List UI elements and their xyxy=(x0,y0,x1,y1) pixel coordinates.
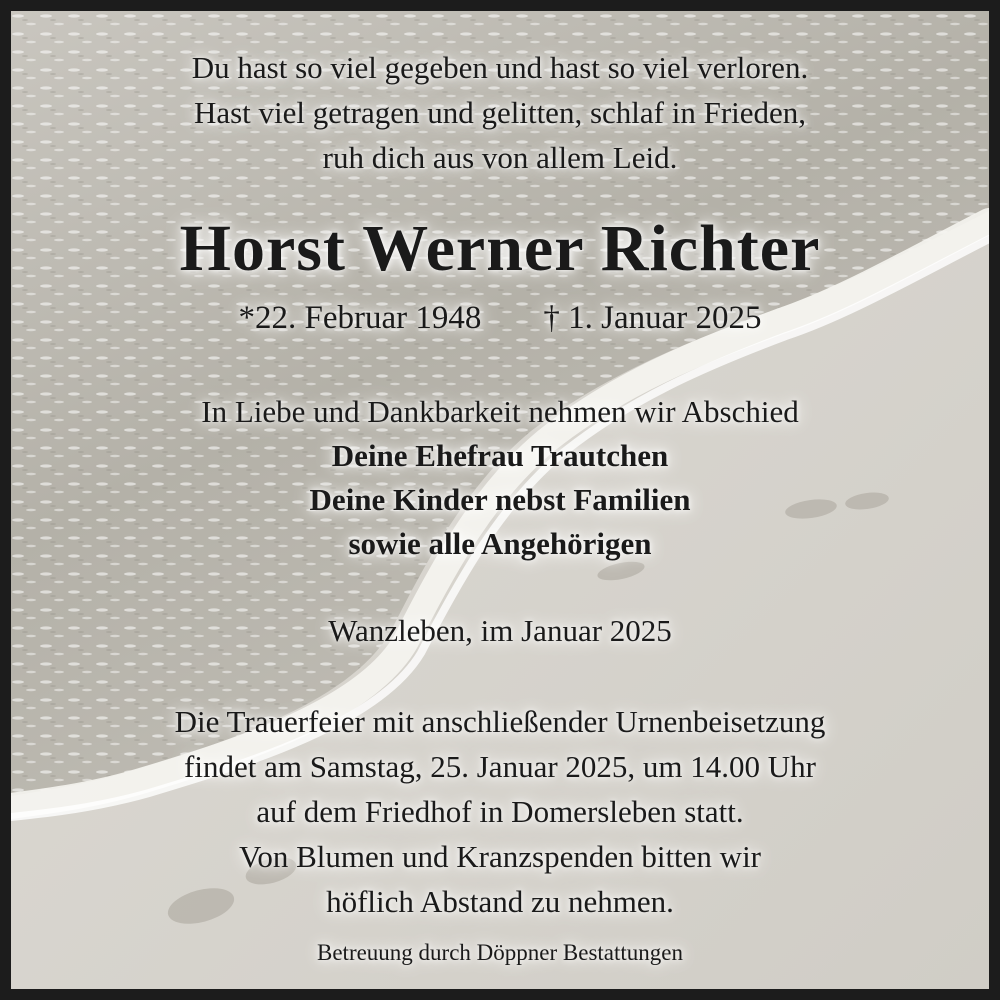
ceremony-line: höflich Abstand zu nehmen. xyxy=(326,884,674,919)
death-date: † 1. Januar 2025 xyxy=(543,300,762,336)
poem-line: Hast viel getragen und gelitten, schlaf in Frieden, xyxy=(193,95,807,130)
poem-line: Du hast so viel gegeben und hast so viel verloren. xyxy=(191,50,809,85)
ceremony-line: Von Blumen und Kranzspenden bitten wir xyxy=(238,839,762,874)
mourner-line: Deine Kinder nebst Familien xyxy=(309,482,691,517)
birth-date: *22. Februar 1948 xyxy=(238,300,482,336)
deceased-name: Horst Werner Richter xyxy=(179,212,821,285)
poem xyxy=(11,45,989,180)
mourners-list xyxy=(11,434,989,566)
ceremony-line: Die Trauerfeier mit anschließender Urnenbeisetzung xyxy=(174,704,826,739)
mourner-line: Deine Ehefrau Trautchen xyxy=(331,438,669,473)
ceremony-line: auf dem Friedhof in Domersleben statt. xyxy=(256,794,744,829)
poem-line: ruh dich aus von allem Leid. xyxy=(322,140,678,175)
life-dates xyxy=(11,294,989,342)
place-date: Wanzleben, im Januar 2025 xyxy=(328,613,672,648)
farewell-intro: In Liebe und Dankbarkeit nehmen wir Abschied xyxy=(201,394,799,429)
ceremony-line: findet am Samstag, 25. Januar 2025, um 14.00 Uhr xyxy=(184,749,816,784)
mourner-line: sowie alle Angehörigen xyxy=(348,526,652,561)
funeral-home-credit: Betreuung durch Döppner Bestattungen xyxy=(317,940,683,965)
ceremony-info xyxy=(11,699,989,924)
